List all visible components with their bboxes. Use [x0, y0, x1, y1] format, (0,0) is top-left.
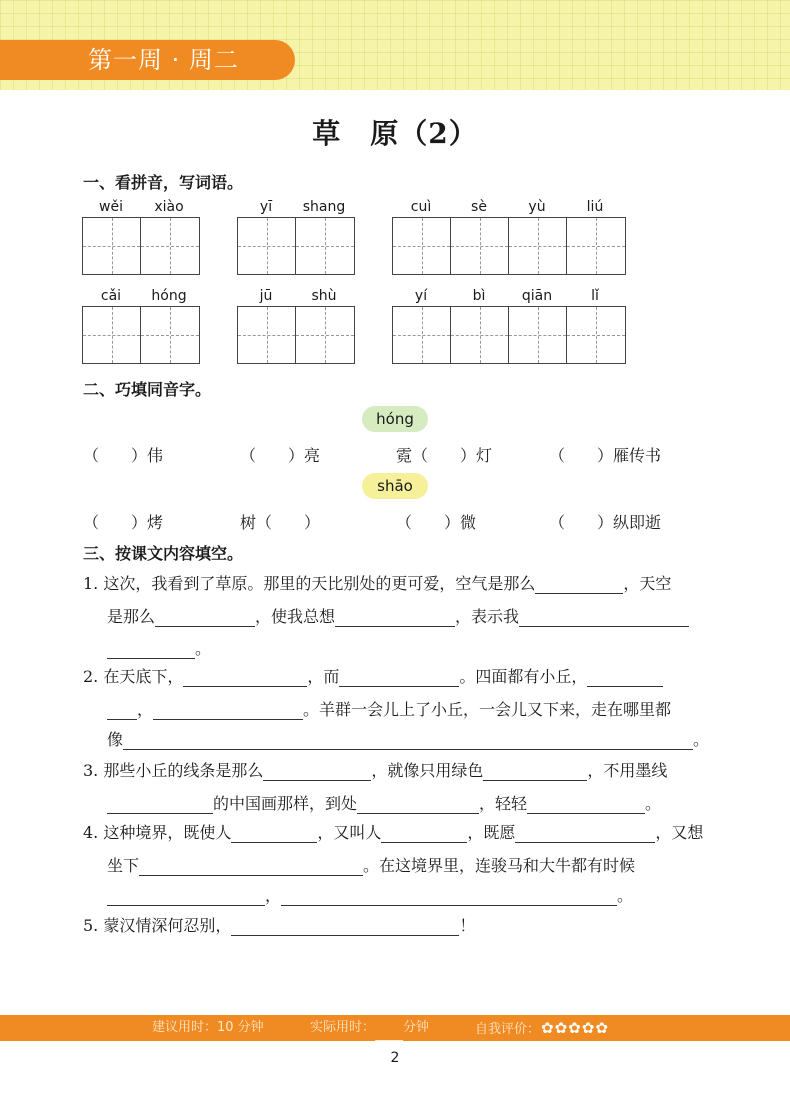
page-number: 2	[390, 1050, 400, 1066]
homophone-blank[interactable]: （ ）亮	[240, 446, 321, 465]
self-evaluation: 自我评价：✿✿✿✿✿	[475, 1015, 608, 1043]
question-1-line-2: 是那么 ，使我总想 ，表示我	[83, 604, 706, 627]
answer-blank[interactable]	[107, 640, 195, 659]
page-title: 草 原（2）	[312, 117, 478, 150]
answer-blank[interactable]	[123, 731, 693, 750]
answer-blank[interactable]	[339, 668, 459, 687]
pinyin-badge-hong: hóng	[362, 406, 428, 432]
answer-blank[interactable]	[527, 795, 645, 814]
pinyin: hóng	[151, 288, 187, 304]
flower-icon[interactable]: ✿	[581, 1019, 595, 1037]
writing-grid[interactable]	[82, 306, 200, 364]
pinyin: wěi	[99, 199, 123, 215]
homophone-blank[interactable]: （ ）烤	[83, 513, 164, 532]
footer-bar	[0, 1015, 790, 1041]
question-1-line-3: 。	[83, 636, 706, 659]
writing-grid[interactable]	[82, 217, 200, 275]
pinyin: bì	[472, 288, 486, 304]
actual-time-blank[interactable]	[375, 1024, 403, 1041]
question-1-line-1: 1. 这次，我看到了草原。那里的天比别处的更可爱，空气是那么 ，天空	[83, 574, 672, 593]
answer-blank[interactable]	[231, 917, 459, 936]
question-number: 4.	[83, 823, 99, 842]
answer-blank[interactable]	[139, 857, 363, 876]
writing-grid[interactable]	[237, 306, 355, 364]
answer-blank[interactable]	[263, 762, 371, 781]
pinyin: yù	[528, 199, 546, 215]
question-4-line-3: ， 。	[83, 883, 706, 906]
pinyin: lǐ	[591, 288, 599, 304]
section-3-heading: 三、按课文内容填空。	[83, 544, 244, 563]
pinyin: jū	[259, 288, 273, 304]
pinyin: liú	[586, 199, 604, 215]
suggested-time: 建议用时：10 分钟	[152, 1020, 264, 1035]
pinyin: sè	[471, 199, 487, 215]
writing-grid[interactable]	[237, 217, 355, 275]
answer-blank[interactable]	[535, 575, 623, 594]
pinyin: shù	[311, 288, 337, 304]
answer-blank[interactable]	[381, 824, 467, 843]
week-day-label: 第一周 · 周二	[0, 40, 295, 80]
answer-blank[interactable]	[587, 668, 663, 687]
actual-time: 实际用时： 分钟	[310, 1015, 429, 1041]
pinyin: shang	[302, 199, 346, 215]
pinyin: xiào	[154, 199, 184, 215]
section-1-heading: 一、看拼音，写词语。	[83, 173, 244, 192]
homophone-blank[interactable]: （ ）纵即逝	[549, 513, 662, 532]
section-2-heading: 二、巧填同音字。	[83, 380, 212, 399]
homophone-blank[interactable]: （ ）雁传书	[549, 446, 662, 465]
pinyin: yī	[259, 199, 273, 215]
question-5-line-1: 5. 蒙汉情深何忍别， ！	[83, 916, 476, 935]
question-2-line-1: 2. 在天底下， ，而 。四面都有小丘，	[83, 664, 706, 687]
question-number: 3.	[83, 761, 99, 780]
writing-grid[interactable]	[392, 306, 626, 364]
homophone-blank[interactable]: 霓（ ）灯	[396, 446, 493, 465]
answer-blank[interactable]	[153, 701, 303, 720]
question-4-line-1: 4. 这种境界，既使人 ，又叫人 ，既愿 ，又想	[83, 823, 704, 842]
pinyin-badge-shao: shāo	[362, 473, 428, 499]
question-number: 1.	[83, 574, 99, 593]
answer-blank[interactable]	[335, 608, 455, 627]
pinyin: qiān	[521, 288, 553, 304]
answer-blank[interactable]	[515, 824, 655, 843]
answer-blank[interactable]	[107, 701, 137, 720]
answer-blank[interactable]	[483, 762, 587, 781]
flower-icon[interactable]: ✿	[554, 1019, 568, 1037]
flower-icon[interactable]: ✿	[595, 1019, 608, 1037]
answer-blank[interactable]	[519, 608, 689, 627]
answer-blank[interactable]	[281, 887, 617, 906]
question-4-line-2: 坐下 。在这境界里，连骏马和大牛都有时候	[107, 856, 636, 875]
answer-blank[interactable]	[155, 608, 255, 627]
flower-icon[interactable]: ✿	[541, 1019, 554, 1037]
header-band	[0, 0, 790, 90]
homophone-blank[interactable]: （ ）微	[396, 513, 477, 532]
homophone-blank[interactable]: （ ）伟	[83, 446, 164, 465]
pinyin: cǎi	[100, 288, 122, 304]
writing-grid[interactable]	[392, 217, 626, 275]
question-2-line-2: ， 。羊群一会儿上了小丘，一会儿又下来，走在哪里都	[83, 697, 706, 720]
question-2-line-3: 像 。	[107, 730, 710, 749]
question-3-line-2: 的中国画那样，到处 ，轻轻 。	[83, 791, 706, 814]
question-number: 2.	[83, 667, 99, 686]
homophone-blank[interactable]: 树（ ）	[240, 513, 321, 532]
pinyin: yí	[414, 288, 428, 304]
flower-icon[interactable]: ✿	[568, 1019, 581, 1037]
answer-blank[interactable]	[107, 887, 265, 906]
answer-blank[interactable]	[183, 668, 307, 687]
answer-blank[interactable]	[231, 824, 317, 843]
pinyin: cuì	[410, 199, 432, 215]
answer-blank[interactable]	[107, 795, 213, 814]
question-3-line-1: 3. 那些小丘的线条是那么 ，就像只用绿色 ，不用墨线	[83, 761, 668, 780]
answer-blank[interactable]	[357, 795, 479, 814]
question-number: 5.	[83, 916, 99, 935]
